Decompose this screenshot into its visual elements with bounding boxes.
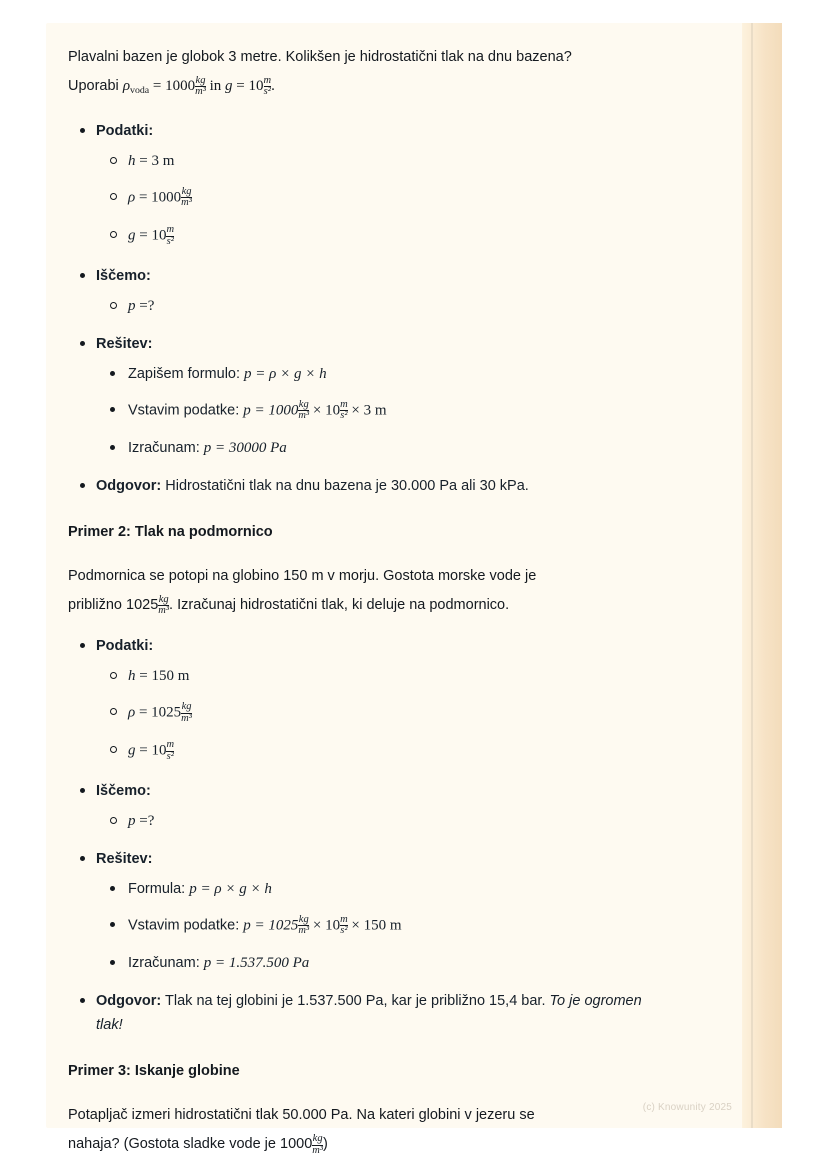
example1-podatki-sublist: [96, 151, 668, 248]
example1-resitev-sublist: [96, 364, 668, 458]
unit-kg-m3: $\frac{kg}{\text{m³}}$: [195, 74, 206, 98]
list-item: Formula: p = ρ × g × h: [128, 879, 668, 899]
podatki-label: Podatki:: [96, 637, 154, 654]
example2-intro-line-2-suffix: . Izračunaj hidrostatični tlak, ki deluje na podmornico.: [169, 596, 510, 613]
list-item: p =?: [128, 811, 668, 831]
intro-conjunction: in: [205, 78, 226, 94]
odgovor-label: Odgovor:: [96, 993, 162, 1010]
unit-kg-m3: $\frac{kg}{\text{m³}}$: [312, 1132, 323, 1156]
example1-resitev-item: [96, 332, 668, 458]
list-item: Vstavim podatke: p = 1000 $\frac{kg}{\text{m³}}$ × 10 $\frac{m}{\text{s²}}$ × 3 m: [128, 400, 668, 422]
copyright-watermark: (c) Knowunity 2025: [642, 1102, 732, 1113]
example2-intro: [68, 562, 668, 620]
rho-subscript: voda: [130, 84, 150, 96]
list-item: Zapišem formulo: p = ρ × g × h: [128, 364, 668, 384]
example1-podatki-item: [96, 119, 668, 248]
unit-m-s2: $\frac{m}{\text{s²}}$: [263, 74, 272, 98]
list-item: ρ = 1000 $\frac{kg}{\text{m³}}$: [128, 187, 668, 209]
example2-intro-line-1: Podmornica se potopi na globino 150 m v morju. Gostota morske vode je: [68, 567, 537, 584]
page-edge-line: [751, 23, 753, 1128]
list-item: p =?: [128, 296, 668, 316]
example3-intro: [68, 1101, 668, 1159]
unit-kg-m3: $\frac{kg}{\text{m³}}$: [181, 700, 192, 724]
page-edge-decoration: [742, 23, 782, 1128]
list-item: g = 10 $\frac{m}{\text{s²}}$: [128, 225, 668, 247]
example2-intro-line-2-prefix: približno 1025: [68, 596, 159, 613]
g-symbol: g: [225, 78, 233, 94]
intro-period: .: [271, 78, 275, 94]
rho-symbol: ρ: [122, 78, 131, 94]
example1-odgovor-item: [96, 474, 668, 498]
odgovor-text: Hidrostatični tlak na dnu bazena je 30.000 Pa ali 30 kPa.: [161, 477, 529, 494]
intro-line-1: Plavalni bazen je globok 3 metre. Kolikšen je hidrostatični tlak na dnu bazena?: [68, 49, 572, 65]
unit-kg-m3: $\frac{kg}{\text{m³}}$: [158, 593, 170, 617]
example2-podatki-item: [96, 634, 668, 763]
unit-m-s2: $\frac{m}{\text{s²}}$: [340, 398, 348, 422]
iscemo-label: Iščemo:: [96, 782, 151, 799]
example2-list: [68, 634, 668, 1037]
g-value: = 10: [232, 78, 264, 94]
intro-paragraph: [68, 43, 668, 105]
unit-kg-m3: $\frac{kg}{\text{m³}}$: [181, 185, 192, 209]
example3-line-1: Potapljač izmeri hidrostatični tlak 50.000 Pa. Na kateri globini v jezeru se: [68, 1107, 535, 1124]
document-sheet: [46, 23, 782, 1156]
list-item: h = 3 m: [128, 151, 668, 171]
example2-heading: Primer 2: Tlak na podmornico: [68, 523, 273, 540]
example2-odgovor-item: [96, 989, 668, 1037]
unit-m-s2: $\frac{m}{\text{s²}}$: [340, 913, 348, 937]
resitev-label: Rešitev:: [96, 335, 153, 352]
example1-iscemo-sublist: [96, 296, 668, 316]
unit-m-s2: $\frac{m}{\text{s²}}$: [166, 739, 175, 763]
odgovor-text: Tlak na tej globini je 1.537.500 Pa, kar je približno 15,4 bar.: [161, 993, 550, 1010]
example2-resitev-sublist: [96, 879, 668, 973]
example3-line-2-prefix: nahaja? (Gostota sladke vode je 1000: [68, 1136, 313, 1153]
example2-podatki-sublist: [96, 666, 668, 763]
odgovor-emphasis: To je ogromen tlak!: [96, 993, 642, 1034]
list-item: Vstavim podatke: p = 1025 $\frac{kg}{\text{m³}}$ × 10 $\frac{m}{\text{s²}}$ × 150 m: [128, 915, 668, 937]
podatki-label: Podatki:: [96, 122, 154, 139]
unit-kg-m3: $\frac{kg}{\text{m³}}$: [298, 913, 310, 937]
example1-iscemo-item: [96, 264, 668, 316]
document-content: [68, 43, 668, 1159]
list-item: g = 10 $\frac{m}{\text{s²}}$: [128, 740, 668, 762]
list-item: h = 150 m: [128, 666, 668, 686]
resitev-label: Rešitev:: [96, 850, 153, 867]
list-item: ρ = 1025 $\frac{kg}{\text{m³}}$: [128, 702, 668, 724]
example3-line-2-suffix: ): [323, 1136, 328, 1153]
example1-list: [68, 119, 668, 498]
example2-iscemo-sublist: [96, 811, 668, 831]
list-item: Izračunam: p = 1.537.500 Pa: [128, 953, 668, 973]
example2-resitev-item: [96, 847, 668, 973]
unit-m-s2: $\frac{m}{\text{s²}}$: [166, 224, 175, 247]
odgovor-label: Odgovor:: [96, 477, 162, 494]
unit-kg-m3: $\frac{kg}{\text{m³}}$: [298, 398, 310, 422]
intro-line-2-prefix: Uporabi: [68, 78, 123, 94]
rho-value: = 1000: [149, 78, 196, 94]
example2-iscemo-item: [96, 779, 668, 831]
list-item: Izračunam: p = 30000 Pa: [128, 438, 668, 458]
iscemo-label: Iščemo:: [96, 267, 151, 284]
example3-heading: Primer 3: Iskanje globine: [68, 1063, 240, 1080]
